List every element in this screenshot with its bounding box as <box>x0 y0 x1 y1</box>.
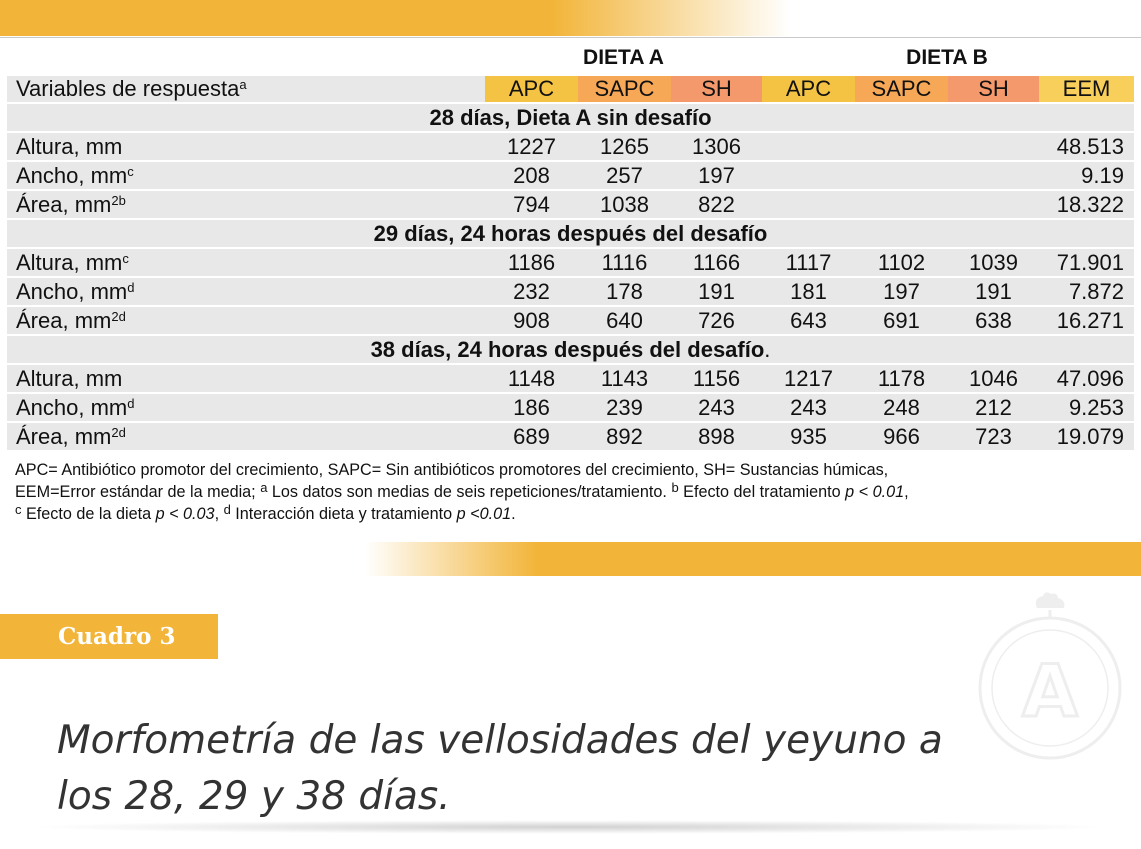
col-header-sh-a: SH <box>671 76 762 102</box>
value-cell <box>855 191 948 218</box>
value-cell: 191 <box>671 278 762 305</box>
section-row <box>7 104 1134 131</box>
value-cell: 1306 <box>671 133 762 160</box>
row-label: Ancho, $mm^d$ <box>7 394 485 421</box>
col-header-apc-a: APC <box>485 76 578 102</box>
table-row <box>7 394 1134 421</box>
value-cell <box>948 191 1039 218</box>
value-cell: 726 <box>671 307 762 334</box>
value-cell: 723 <box>948 423 1039 450</box>
value-cell: 197 <box>671 162 762 189</box>
row-label: Altura, mm <box>7 133 485 160</box>
value-cell: 643 <box>762 307 855 334</box>
section-title: 38 días, 24 horas después del desafío. <box>7 336 1134 363</box>
value-cell: 892 <box>578 423 671 450</box>
eem-cell: 9.19 <box>1039 162 1134 189</box>
value-cell: 908 <box>485 307 578 334</box>
table-row <box>7 162 1134 189</box>
results-table <box>7 74 1134 452</box>
value-cell: 243 <box>762 394 855 421</box>
header-label-sup: a <box>239 77 247 92</box>
eem-cell: 19.079 <box>1039 423 1134 450</box>
value-cell <box>762 191 855 218</box>
value-cell: 197 <box>855 278 948 305</box>
table-row <box>7 249 1134 276</box>
value-cell: 178 <box>578 278 671 305</box>
value-cell: 232 <box>485 278 578 305</box>
value-cell: 691 <box>855 307 948 334</box>
eem-cell: 16.271 <box>1039 307 1134 334</box>
table-row <box>7 423 1134 450</box>
value-cell: 208 <box>485 162 578 189</box>
value-cell: 1102 <box>855 249 948 276</box>
bottom-shadow <box>25 820 1115 834</box>
header-divider <box>0 37 1141 38</box>
table-row <box>7 133 1134 160</box>
value-cell: 243 <box>671 394 762 421</box>
value-cell <box>762 162 855 189</box>
value-cell: 822 <box>671 191 762 218</box>
value-cell: 1046 <box>948 365 1039 392</box>
section-title: 28 días, Dieta A sin desafío <box>7 104 1134 131</box>
value-cell: 1265 <box>578 133 671 160</box>
value-cell: 1217 <box>762 365 855 392</box>
row-label: Altura, $mm^c$ <box>7 249 485 276</box>
row-label: Área, $mm^{2b}$ <box>7 191 485 218</box>
table-row <box>7 365 1134 392</box>
diet-a-label: DIETA A <box>583 46 664 69</box>
value-cell: 1156 <box>671 365 762 392</box>
value-cell: 1143 <box>578 365 671 392</box>
value-cell: 640 <box>578 307 671 334</box>
value-cell: 191 <box>948 278 1039 305</box>
value-cell: 1039 <box>948 249 1039 276</box>
table-title: Morfometría de las vellosidades del yeyuno a los 28, 29 y 38 días. <box>57 718 943 819</box>
row-label: Área, $mm^{2d}$ <box>7 307 485 334</box>
eem-cell: 71.901 <box>1039 249 1134 276</box>
value-cell: 966 <box>855 423 948 450</box>
table-row <box>7 278 1134 305</box>
value-cell: 1186 <box>485 249 578 276</box>
watermark-logo-icon <box>975 588 1125 768</box>
value-cell: 186 <box>485 394 578 421</box>
col-header-apc-b: APC <box>762 76 855 102</box>
section-title: 29 días, 24 horas después del desafío <box>7 220 1134 247</box>
eem-cell: 48.513 <box>1039 133 1134 160</box>
value-cell <box>855 133 948 160</box>
value-cell: 239 <box>578 394 671 421</box>
footnote-line-2: EEM=Error estándar de la media; $^a$ Los datos son medias de seis repeticiones/tratamiento. $^b$ Efecto del tratamiento p < 0.01, <box>15 480 909 501</box>
value-cell: 1166 <box>671 249 762 276</box>
eem-cell: 7.872 <box>1039 278 1134 305</box>
logo-letter: A <box>1022 649 1078 733</box>
value-cell: 248 <box>855 394 948 421</box>
header-label-cell <box>7 76 485 102</box>
row-label: Ancho, $mm^d$ <box>7 278 485 305</box>
row-label: Ancho, $mm^c$ <box>7 162 485 189</box>
value-cell: 1178 <box>855 365 948 392</box>
value-cell <box>948 133 1039 160</box>
eem-cell: 47.096 <box>1039 365 1134 392</box>
middle-accent-bar <box>365 542 1141 576</box>
value-cell: 1227 <box>485 133 578 160</box>
value-cell: 638 <box>948 307 1039 334</box>
value-cell <box>855 162 948 189</box>
diet-b-label: DIETA B <box>906 46 988 69</box>
value-cell: 689 <box>485 423 578 450</box>
value-cell: 1116 <box>578 249 671 276</box>
value-cell: 935 <box>762 423 855 450</box>
section-row <box>7 336 1134 363</box>
value-cell <box>948 162 1039 189</box>
col-header-sh-b: SH <box>948 76 1039 102</box>
table-row <box>7 307 1134 334</box>
table-row <box>7 191 1134 218</box>
value-cell: 1117 <box>762 249 855 276</box>
value-cell: 257 <box>578 162 671 189</box>
top-accent-bar <box>0 0 790 36</box>
row-label: Área, $mm^{2d}$ <box>7 423 485 450</box>
col-header-sapc-b: SAPC <box>855 76 948 102</box>
section-row <box>7 220 1134 247</box>
col-header-sapc-a: SAPC <box>578 76 671 102</box>
table-footnotes <box>15 459 1130 525</box>
row-label: Altura, mm <box>7 365 485 392</box>
value-cell <box>762 133 855 160</box>
header-label: Variables de respuesta <box>16 76 240 101</box>
value-cell: 1038 <box>578 191 671 218</box>
value-cell: 1148 <box>485 365 578 392</box>
footnote-line-3: $^c$ Efecto de la dieta p < 0.03, $^d$ Interacción dieta y tratamiento p <0.01. <box>15 502 516 523</box>
value-cell: 212 <box>948 394 1039 421</box>
footnote-line-1: APC= Antibiótico promotor del crecimiento, SAPC= Sin antibióticos promotores del crecimiento, SH= Sustancias húmicas, <box>15 461 889 479</box>
table-header-row <box>7 76 1134 102</box>
col-header-eem: EEM <box>1039 76 1134 102</box>
value-cell: 794 <box>485 191 578 218</box>
eem-cell: 9.253 <box>1039 394 1134 421</box>
eem-cell: 18.322 <box>1039 191 1134 218</box>
value-cell: 898 <box>671 423 762 450</box>
table-number-badge: Cuadro 3 <box>0 614 218 659</box>
value-cell: 181 <box>762 278 855 305</box>
